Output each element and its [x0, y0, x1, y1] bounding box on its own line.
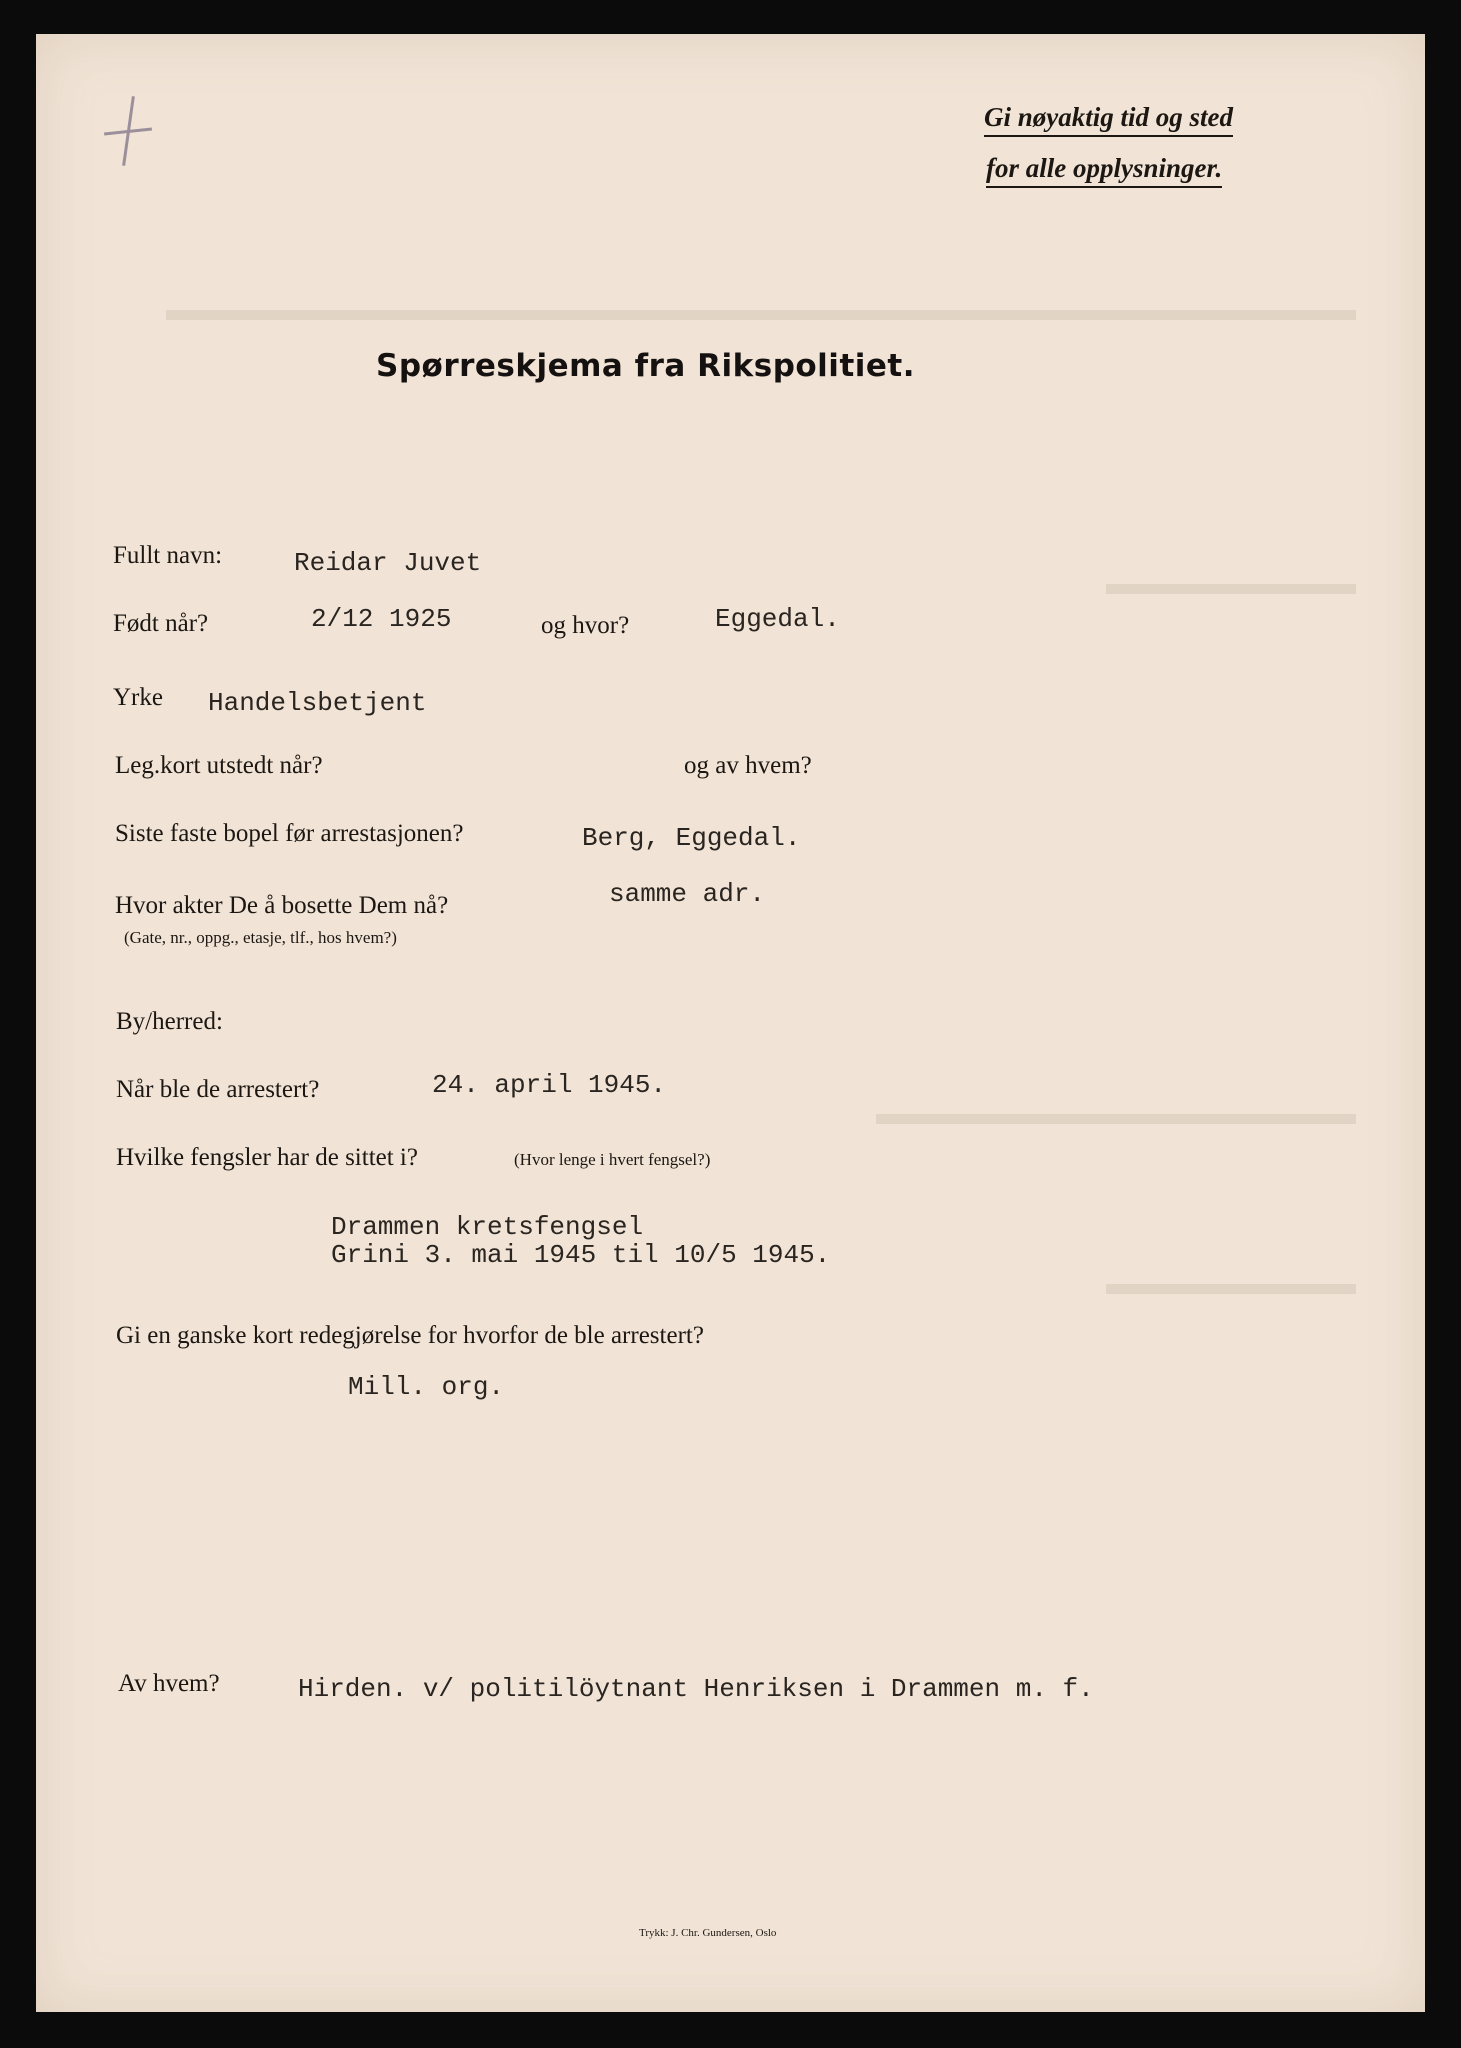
reason-value: Mill. org. [348, 1372, 505, 1402]
printer-credit: Trykk: J. Chr. Gundersen, Oslo [639, 1927, 777, 1939]
arrested-when-label: Når ble de arrestert? [116, 1076, 320, 1103]
last-address-value: Berg, Eggedal. [582, 823, 801, 853]
born-when-label: Født når? [113, 610, 209, 637]
new-address-label: Hvor akter De å bosette Dem nå? [115, 892, 449, 919]
by-whom-value: Hirden. v/ politilöytnant Henriksen i Drammen m. f. [298, 1674, 1094, 1704]
form-sheet [36, 34, 1425, 2012]
prisons-sublabel: (Hvor lenge i hvert fengsel?) [514, 1150, 711, 1169]
reason-label: Gi en ganske kort redegjørelse for hvorfor de ble arrestert? [116, 1322, 704, 1349]
id-card-when-label: Leg.kort utstedt når? [115, 752, 323, 779]
bleed-through [1106, 1284, 1356, 1294]
occupation-value: Handelsbetjent [208, 688, 427, 718]
prisons-line-1: Drammen kretsfengsel [331, 1212, 644, 1242]
arrested-when-value: 24. april 1945. [432, 1070, 667, 1100]
born-where-label: og hvor? [541, 612, 630, 639]
form-title: Spørreskjema fra Rikspolitiet. [376, 348, 916, 384]
id-card-who-label: og av hvem? [684, 752, 812, 779]
bleed-through [166, 310, 1356, 320]
full-name-label: Fullt navn: [113, 542, 223, 569]
born-when-value: 2/12 1925 [311, 604, 452, 634]
prisons-label: Hvilke fengsler har de sittet i? [116, 1144, 418, 1171]
full-name-value: Reidar Juvet [294, 548, 482, 578]
bleed-through [1106, 584, 1356, 594]
new-address-value: samme adr. [609, 879, 766, 909]
bleed-through [876, 1114, 1356, 1124]
by-whom-label: Av hvem? [118, 1670, 220, 1697]
notice-line-2: for alle opplysninger. [986, 153, 1222, 188]
prisons-line-2: Grini 3. mai 1945 til 10/5 1945. [331, 1240, 831, 1270]
last-address-label: Siste faste bopel før arrestasjonen? [115, 820, 464, 847]
new-address-sublabel: (Gate, nr., oppg., etasje, tlf., hos hvem?) [124, 928, 397, 947]
municipality-label: By/herred: [116, 1008, 223, 1035]
occupation-label: Yrke [113, 684, 163, 711]
notice-line-1: Gi nøyaktig tid og sted [984, 102, 1233, 137]
born-where-value: Eggedal. [715, 604, 840, 634]
